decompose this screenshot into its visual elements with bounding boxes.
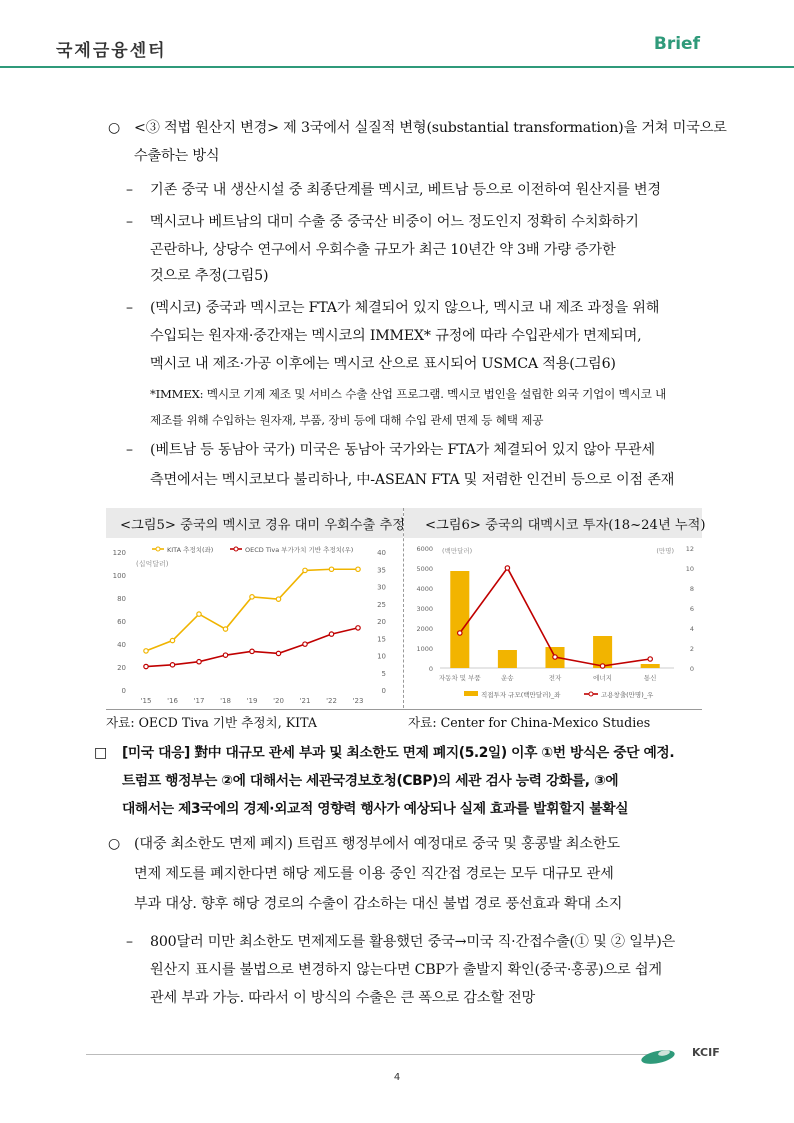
para-line: 멕시코 내 제조·가공 이후에는 멕시코 산으로 표시되어 USMCA 적용(그림6) (150, 356, 616, 372)
x-tick-label: 에너지 (593, 674, 613, 682)
bullet-circle: ○ (108, 120, 121, 136)
x-tick-label: '18 (220, 697, 231, 705)
y-right-tick-label: 20 (377, 618, 386, 626)
para-line: (베트남 등 동남아 국가) 미국은 동남아 국가와는 FTA가 체결되어 있지 않아 무관세 (150, 442, 655, 458)
series-line (146, 569, 358, 651)
x-tick-label: '22 (326, 697, 337, 705)
y-right-tick-label: 40 (377, 549, 386, 557)
para-line: 부과 대상. 향후 해당 경로의 수출이 감소하는 대신 불법 경로 풍선효과 확대 소지 (134, 896, 623, 912)
legend-label: OECD Tiva 부가가치 기반 추정치(우) (245, 546, 354, 554)
data-point (276, 597, 280, 601)
data-point (356, 626, 360, 630)
data-point (223, 653, 227, 657)
y-right-tick-label: 2 (689, 645, 694, 653)
x-tick-label: 운송 (501, 674, 514, 682)
y-left-tick-label: 80 (117, 595, 126, 603)
data-point (458, 631, 462, 635)
page-number: 4 (393, 1072, 401, 1083)
y-right-tick-label: 10 (377, 652, 386, 661)
y-right-tick-label: 25 (377, 600, 386, 609)
x-tick-label: 통신 (643, 674, 657, 682)
x-tick-label: '19 (246, 697, 258, 705)
para-line: 원산지 표시를 불법으로 변경하지 않는다면 CBP가 출발지 확인(중국·홍콩)으로 쉽게 (150, 962, 662, 978)
y-right-tick-label: 30 (377, 583, 386, 592)
para-line: 수출하는 방식 (134, 148, 220, 164)
para-line: 800달러 미만 최소한도 면제제도를 활용했던 중국→미국 직·간접수출(① 및 ② 일부)은 (150, 934, 676, 950)
data-point (197, 660, 201, 664)
data-point (170, 638, 174, 642)
y-left-tick-label: 6000 (416, 545, 433, 553)
bar (450, 571, 469, 668)
y-left-tick-label: 2000 (416, 625, 433, 633)
data-point (648, 657, 652, 661)
y-left-tick-label: 0 (121, 687, 126, 695)
x-tick-label: 자동차 및 부품 (438, 674, 481, 682)
bullet-square: □ (94, 745, 108, 761)
bullet-circle: ○ (108, 836, 121, 852)
data-point (250, 649, 254, 653)
para-line: 면제 제도를 폐지한다면 해당 제도를 이용 중인 직간접 경로는 모두 대규모 관세 (134, 866, 614, 882)
bullet-dash: – (126, 214, 133, 230)
para-line: 기존 중국 내 생산시설 중 최종단계를 멕시코, 베트남 등으로 이전하여 원산지를 변경 (150, 182, 661, 198)
x-tick-label: '16 (167, 697, 178, 705)
y-right-tick-label: 15 (377, 635, 386, 644)
legend-label: KITA 추정치(좌) (167, 546, 214, 554)
x-tick-label: '21 (299, 697, 311, 705)
y-left-tick-label: 1000 (416, 645, 433, 653)
y-left-tick-label: 60 (117, 618, 126, 626)
y-left-unit: (백만달러) (442, 547, 473, 555)
header-rule (0, 66, 794, 68)
legend-label: 직접투자 규모(백만달러)_좌 (481, 691, 561, 699)
para-line: (대중 최소한도 면제 폐지) 트럼프 행정부에서 예정대로 중국 및 홍콩발 최소한도 (134, 836, 620, 852)
legend-marker (589, 692, 593, 696)
x-tick-label: '15 (140, 697, 152, 705)
data-point (276, 651, 280, 655)
para-line: (멕시코) 중국과 멕시코는 FTA가 체결되어 있지 않으나, 멕시코 내 제조 과정을 위해 (150, 300, 660, 316)
heading-line: 대해서는 제3국에의 경제·외교적 영향력 행사가 예상되나 실제 효과를 발휘할지 불확실 (122, 801, 629, 817)
y-right-tick-label: 12 (685, 545, 694, 553)
para-line: <③ 적법 원산지 변경> 제 3국에서 실질적 변형(substantial transformation)을 거쳐 미국으로 (134, 120, 727, 136)
y-right-tick-label: 6 (689, 605, 694, 613)
bar (641, 664, 660, 668)
y-left-tick-label: 5000 (416, 565, 433, 573)
figure6-source: 자료: Center for China-Mexico Studies (408, 715, 651, 730)
para-line: 멕시코나 베트남의 대미 수출 중 중국산 비중이 어느 정도인지 정확히 수치화하기 (150, 214, 639, 230)
data-point (303, 642, 307, 646)
data-point (197, 612, 201, 616)
figure5-source: 자료: OECD Tiva 기반 추정치, KITA (106, 715, 317, 730)
y-right-tick-label: 10 (685, 565, 694, 573)
y-left-tick-label: 4000 (416, 585, 433, 593)
y-left-tick-label: 0 (428, 665, 433, 673)
bullet-dash: – (126, 300, 133, 316)
figure6-title: <그림6> 중국의 대멕시코 투자(18~24년 누적) (425, 518, 706, 533)
y-right-unit: (만명) (656, 547, 674, 555)
legend-swatch (464, 691, 478, 696)
series-line (146, 628, 358, 667)
bar (498, 650, 517, 668)
note-line: *IMMEX: 멕시코 기계 제조 및 서비스 수출 산업 프로그램. 멕시코 법인을 설립한 외국 기업이 멕시코 내 (150, 387, 667, 401)
data-point (356, 567, 360, 571)
heading-line: 트럼프 행정부는 ②에 대해서는 세관국경보호청(CBP)의 세관 검사 능력 강화를, ③에 (122, 773, 619, 789)
para-line: 측면에서는 멕시코보다 불리하나, 中-ASEAN FTA 및 저렴한 인건비 등으로 이점 존재 (150, 472, 675, 488)
data-point (329, 632, 333, 636)
data-point (505, 566, 509, 570)
figure5-title: <그림5> 중국의 멕시코 경유 대미 우회수출 추정 (120, 518, 405, 533)
footer-org: KCIF (692, 1046, 720, 1059)
y-right-tick-label: 5 (381, 669, 386, 678)
heading-line: [미국 대응] 對中 대규모 관세 부과 및 최소한도 면제 폐지(5.2일) 이후 ①번 방식은 중단 예정. (122, 745, 675, 761)
x-tick-label: '20 (273, 697, 284, 705)
y-left-unit: (십억달러) (136, 560, 169, 568)
bullet-dash: – (126, 934, 133, 950)
y-right-tick-label: 35 (377, 566, 386, 575)
data-point (329, 567, 333, 571)
figure5-chart (106, 538, 403, 708)
data-point (303, 568, 307, 572)
para-line: 곤란하나, 상당수 연구에서 우회수출 규모가 최근 10년간 약 3배 가량 증가한 (150, 242, 616, 258)
y-right-tick-label: 4 (689, 625, 694, 633)
para-line: 것으로 추정(그림5) (150, 268, 269, 284)
legend-marker (234, 547, 238, 551)
legend-label: 고용창출(만명)_우 (601, 691, 654, 699)
data-point (250, 595, 254, 599)
bullet-dash: – (126, 442, 133, 458)
y-left-tick-label: 100 (112, 572, 126, 580)
para-line: 수입되는 원자재·중간재는 멕시코의 IMMEX* 규정에 따라 수입관세가 면제되며, (150, 328, 642, 344)
data-point (223, 627, 227, 631)
x-tick-label: 전자 (548, 674, 562, 682)
kcif-logo-icon (640, 1044, 680, 1066)
footer-rule (86, 1054, 656, 1055)
data-point (144, 649, 148, 653)
data-point (553, 655, 557, 659)
y-right-tick-label: 8 (689, 585, 694, 593)
para-line: 관세 부과 가능. 따라서 이 방식의 수출은 큰 폭으로 감소할 전망 (150, 990, 536, 1006)
y-right-tick-label: 0 (689, 665, 694, 673)
data-point (144, 664, 148, 668)
x-tick-label: '23 (352, 697, 364, 705)
y-right-tick-label: 0 (381, 687, 386, 695)
data-point (170, 663, 174, 667)
y-left-tick-label: 20 (117, 664, 126, 672)
figure6-chart (404, 538, 702, 708)
note-line: 제조를 위해 수입하는 원자재, 부품, 장비 등에 대해 수입 관세 면제 등 혜택 제공 (150, 413, 544, 427)
x-tick-label: '17 (193, 697, 205, 705)
y-left-tick-label: 3000 (416, 605, 433, 613)
y-left-tick-label: 120 (112, 549, 126, 557)
header-brief: Brief (653, 34, 700, 54)
y-left-tick-label: 40 (117, 641, 126, 649)
data-point (600, 664, 604, 668)
legend-marker (156, 547, 160, 551)
bullet-dash: – (126, 182, 133, 198)
header-org: 국제금융센터 (56, 41, 167, 61)
